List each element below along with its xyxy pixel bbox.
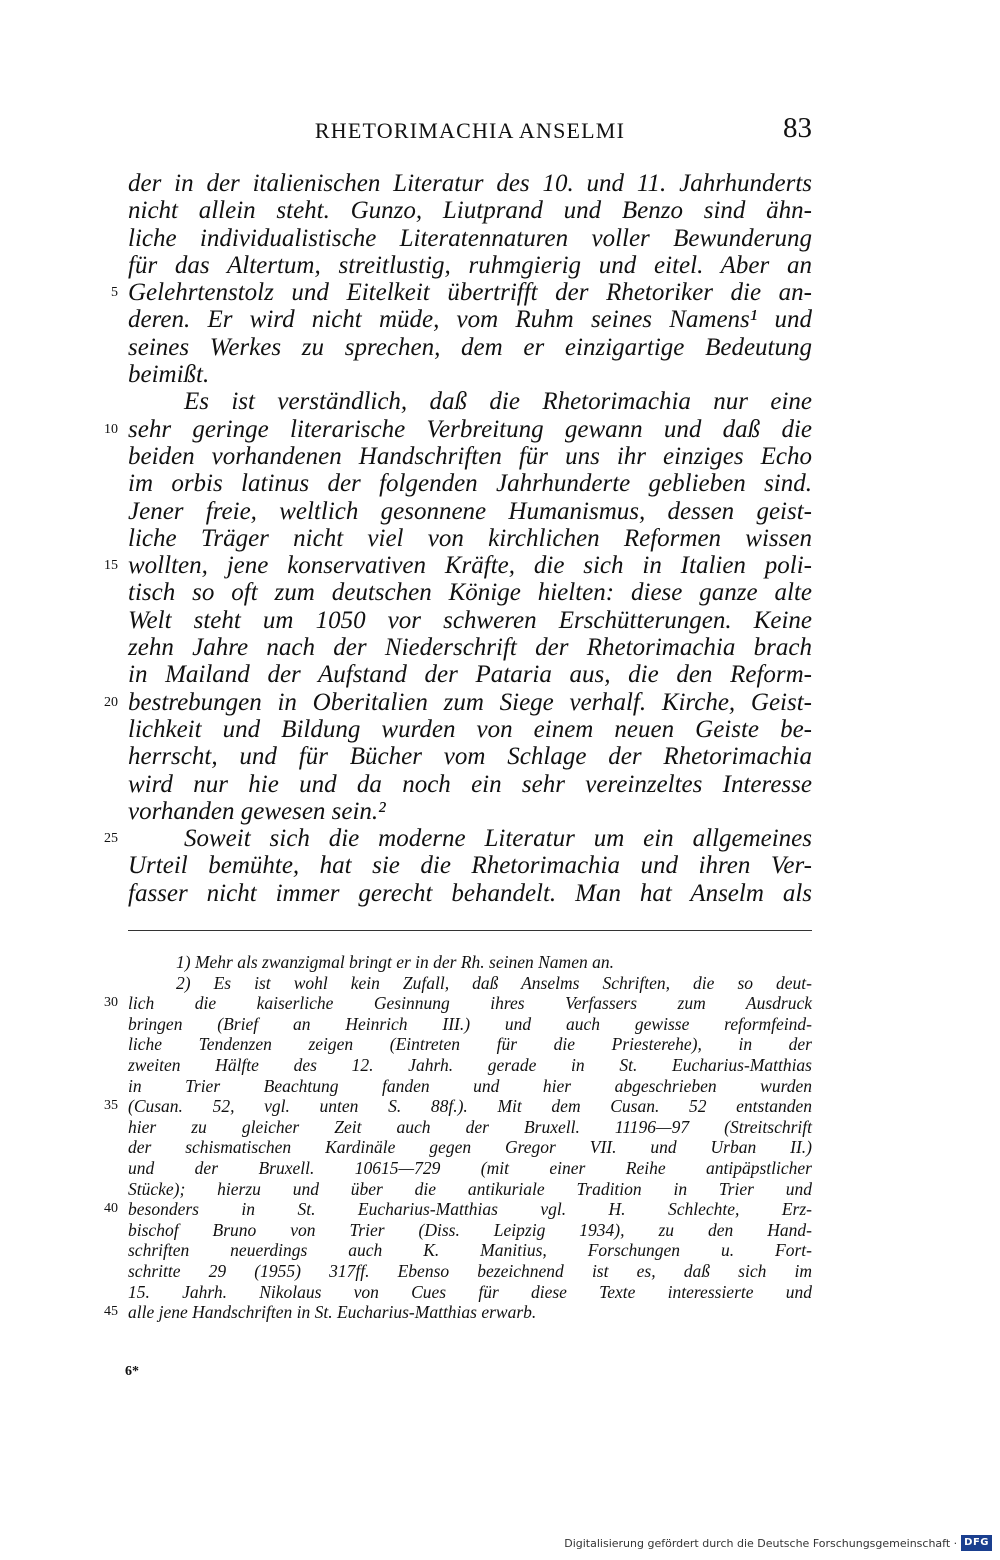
footnote-text: lich die kaiserliche Gesinnung ihres Verfassers zum Ausdruck	[128, 993, 812, 1014]
footnote-line	[0, 1034, 1000, 1055]
body-line	[0, 388, 1000, 415]
footnote-text: bringen (Brief an Heinrich III.) und auch gewisse reformfeind-	[128, 1013, 812, 1034]
body-line	[0, 361, 1000, 388]
line-text: Welt steht um 1050 vor schweren Erschütterungen. Keine	[128, 606, 812, 634]
line-number: 15	[104, 558, 118, 574]
line-text: fasser nicht immer gerecht behandelt. Man hat Anselm als	[128, 879, 812, 907]
line-text: zehn Jahre nach der Niederschrift der Rhetorimachia brach	[128, 634, 812, 662]
running-title: RHETORIMACHIA ANSELMI	[314, 118, 626, 143]
footnote-line	[0, 993, 1000, 1014]
line-text: vorhanden gewesen sein.²	[128, 797, 386, 825]
line-number: 5	[111, 285, 118, 301]
line-text: im orbis latinus der folgenden Jahrhunderte geblieben sind.	[128, 470, 812, 498]
footnote-line	[0, 1096, 1000, 1117]
line-text: sehr geringe literarische Verbreitung gewann und daß die	[128, 415, 812, 443]
body-line	[0, 798, 1000, 825]
footnote-line	[0, 1261, 1000, 1282]
footnotes	[0, 952, 1000, 1323]
footnote-text: (Cusan. 52, vgl. unten S. 88f.). Mit dem Cusan. 52 entstanden	[128, 1096, 812, 1117]
page-number: 83	[783, 112, 812, 144]
footnote-line	[0, 952, 1000, 973]
line-number: 25	[104, 831, 118, 847]
footnote-text: schriften neuerdings auch K. Manitius, Forschungen u. Fort-	[128, 1240, 812, 1261]
body-line	[0, 279, 1000, 306]
line-text: tisch so oft zum deutschen Könige hielten: diese ganze alte	[128, 579, 812, 607]
line-text: für das Altertum, streitlustig, ruhmgierig und eitel. Aber an	[128, 251, 812, 279]
line-text: deren. Er wird nicht müde, vom Ruhm seines Namens¹ und	[128, 306, 812, 334]
line-number: 40	[104, 1201, 118, 1217]
line-text: liche Träger nicht viel von kirchlichen Reformen wissen	[128, 524, 812, 552]
line-text: wollten, jene konservativen Kräfte, die sich in Italien poli-	[128, 552, 812, 580]
footnote-line	[0, 1117, 1000, 1138]
body-line	[0, 443, 1000, 470]
footnote-text: besonders in St. Eucharius-Matthias vgl. H. Schlechte, Erz-	[128, 1199, 812, 1220]
signature-mark: 6*	[125, 1364, 139, 1379]
line-text: Es ist verständlich, daß die Rhetorimachia nur eine	[184, 388, 812, 416]
line-text: in Mailand der Aufstand der Pataria aus, die den Reform-	[128, 661, 812, 689]
footnote-line	[0, 1282, 1000, 1303]
footnote-line	[0, 1014, 1000, 1035]
footnote-text: bischof Bruno von Trier (Diss. Leipzig 1934), zu den Hand-	[128, 1219, 812, 1240]
line-number: 20	[104, 694, 118, 710]
line-text: herrscht, und für Bücher vom Schlage der Rhetorimachia	[128, 743, 812, 771]
line-text: beimißt.	[128, 361, 210, 389]
line-text: der in der italienischen Literatur des 10. und 11. Jahrhunderts	[128, 170, 812, 197]
footnote-line	[0, 1158, 1000, 1179]
credit-text: Digitalisierung gefördert durch die Deutsche Forschungsgemeinschaft ·	[564, 1536, 958, 1550]
footnote-line	[0, 1240, 1000, 1261]
body-line	[0, 470, 1000, 497]
footnote-text: alle jene Handschriften in St. Eucharius-Matthias erwarb.	[128, 1302, 537, 1323]
footnote-text: liche Tendenzen zeigen (Eintreten für die Priesterehe), in der	[128, 1034, 812, 1055]
body-line	[0, 880, 1000, 907]
line-number: 10	[104, 421, 118, 437]
footnote-text: Stücke); hierzu und über die antikuriale Tradition in Trier und	[128, 1178, 812, 1199]
line-number: 35	[104, 1098, 118, 1114]
footnote-line	[0, 1179, 1000, 1200]
line-text: liche individualistische Literatennaturen voller Bewunderung	[128, 224, 812, 252]
line-text: wird nur hie und da noch ein sehr vereinzeltes Interesse	[128, 770, 812, 798]
body-line	[0, 416, 1000, 443]
body-line	[0, 716, 1000, 743]
body-line	[0, 743, 1000, 770]
line-text: seines Werkes zu sprechen, dem er einzigartige Bedeutung	[128, 333, 812, 361]
body-line	[0, 252, 1000, 279]
body-line	[0, 852, 1000, 879]
footnote-text: zweiten Hälfte des 12. Jahrh. gerade in St. Eucharius-Matthias	[128, 1054, 812, 1075]
body-line	[0, 170, 1000, 197]
footnote-text: und der Bruxell. 10615—729 (mit einer Reihe antipäpstlicher	[128, 1157, 812, 1178]
footnote-text: 1) Mehr als zwanzigmal bringt er in der Rh. seinen Namen an.	[176, 952, 614, 972]
footnote-line	[0, 1220, 1000, 1241]
footnote-text: hier zu gleicher Zeit auch der Bruxell. 11196—97 (Streitschrift	[128, 1116, 812, 1137]
page-header	[128, 112, 812, 154]
footnote-line	[0, 1302, 1000, 1323]
line-text: Gelehrtenstolz und Eitelkeit übertrifft der Rhetoriker die an-	[128, 279, 812, 307]
footnote-line	[0, 1199, 1000, 1220]
footnote-text: in Trier Beachtung fanden und hier abgeschrieben wurden	[128, 1075, 812, 1096]
body-line	[0, 306, 1000, 333]
line-text: Jener freie, weltlich gesonnene Humanismus, dessen geist-	[128, 497, 812, 525]
body-line	[0, 771, 1000, 798]
body-line	[0, 334, 1000, 361]
footnote-text: der schismatischen Kardinäle gegen Gregor VII. und Urban II.)	[128, 1137, 812, 1158]
digitization-credit	[564, 1534, 992, 1552]
footnote-line	[0, 1137, 1000, 1158]
line-text: Soweit sich die moderne Literatur um ein allgemeines	[184, 825, 812, 853]
body-line	[0, 825, 1000, 852]
line-number: 30	[104, 995, 118, 1011]
footnote-text: schritte 29 (1955) 317ff. Ebenso bezeichnend ist es, daß sich im	[128, 1260, 812, 1281]
footnote-divider	[128, 930, 812, 931]
line-text: nicht allein steht. Gunzo, Liutprand und Benzo sind ähn-	[128, 197, 812, 225]
line-text: lichkeit und Bildung wurden von einem neuen Geiste be-	[128, 715, 812, 743]
body-line	[0, 661, 1000, 688]
body-line	[0, 197, 1000, 224]
footnote-line	[0, 1055, 1000, 1076]
footnote-line	[0, 973, 1000, 994]
line-text: bestrebungen in Oberitalien zum Siege verhalf. Kirche, Geist-	[128, 688, 812, 716]
line-text: Urteil bemühte, hat sie die Rhetorimachia und ihren Ver-	[128, 852, 812, 880]
body-line	[0, 498, 1000, 525]
body-text	[0, 170, 1000, 907]
dfg-logo: DFG	[961, 1535, 992, 1551]
body-line	[0, 552, 1000, 579]
body-line	[0, 225, 1000, 252]
footnote-text: 15. Jahrh. Nikolaus von Cues für diese Texte interessierte und	[128, 1281, 812, 1302]
body-line	[0, 525, 1000, 552]
line-number: 45	[104, 1304, 118, 1320]
footnote-text: 2) Es ist wohl kein Zufall, daß Anselms Schriften, die so deut-	[176, 972, 812, 993]
body-line	[0, 607, 1000, 634]
body-line	[0, 579, 1000, 606]
body-line	[0, 689, 1000, 716]
footnote-line	[0, 1076, 1000, 1097]
line-text: beiden vorhandenen Handschriften für uns ihr einziges Echo	[128, 442, 812, 470]
body-line	[0, 634, 1000, 661]
